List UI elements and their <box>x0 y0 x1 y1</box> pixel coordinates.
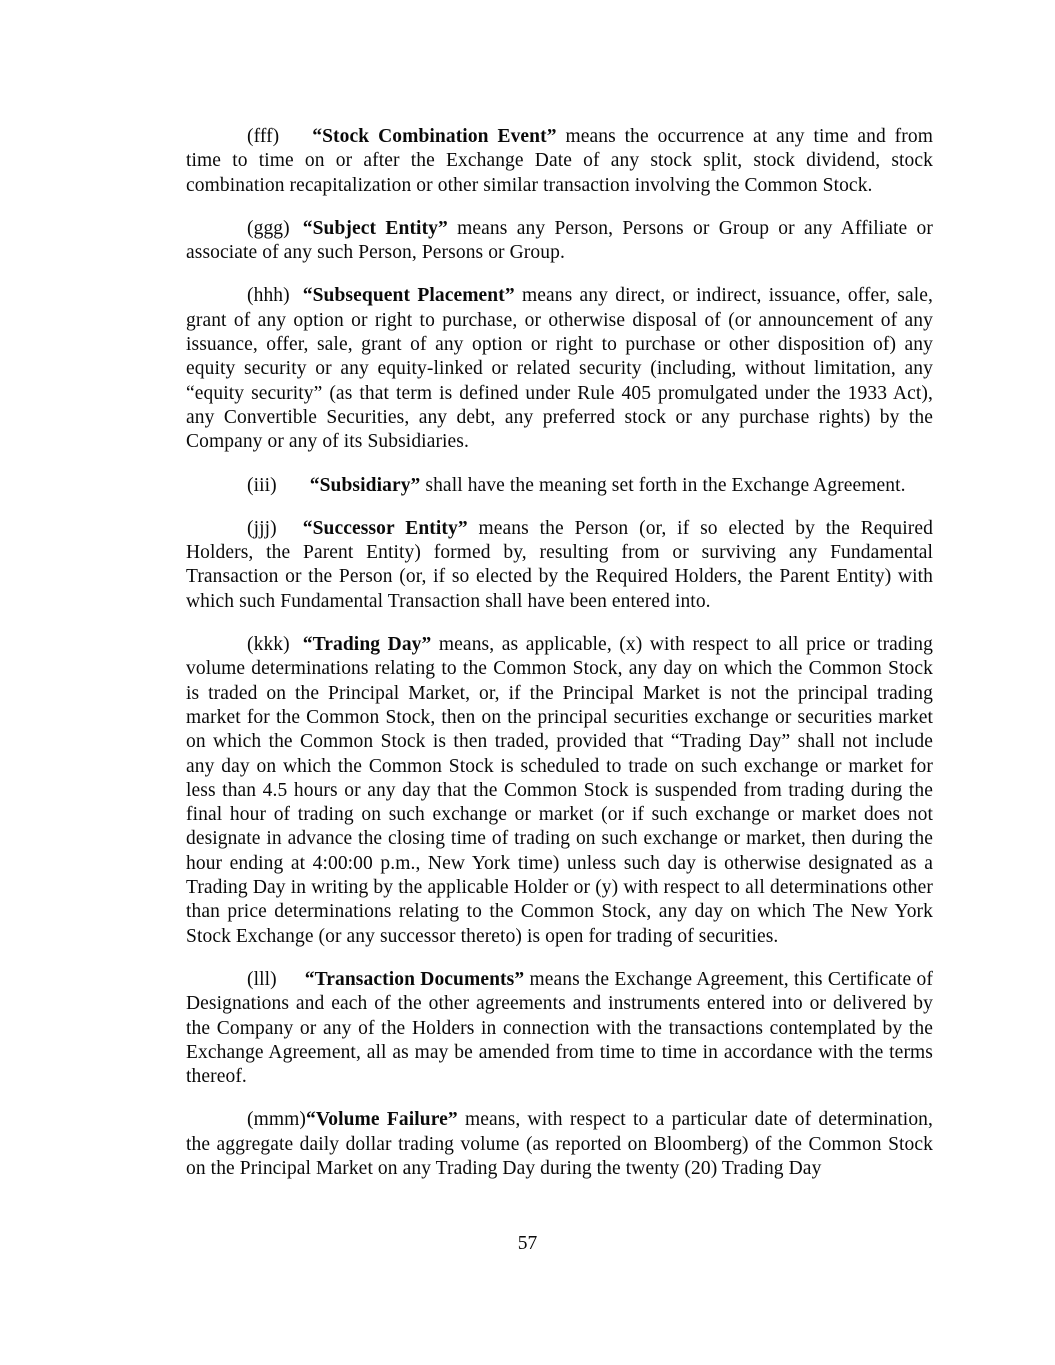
defined-term: “Successor Entity” <box>302 517 468 539</box>
label-spacer <box>277 984 305 985</box>
clause-label: (fff) <box>247 126 280 147</box>
defined-term: “Stock Combination Event” <box>312 126 557 147</box>
clause-text: means any direct, or indirect, issuance, offer, sale, grant of any option or right to purchase, or otherwise disposal of (or announcement of any issuance, offer, sale, grant of any option or right to purchase or other disposition of) any equity security or any equity-linked or related security (including, without limitation, any “equity security” (as that term is defined under Rule 405 promulgated under the 1933 Act), any Convertible Securities, any debt, any preferred stock or any purchase rights) by the Company or any of its Subsidiaries. <box>186 285 933 453</box>
paragraph-ggg <box>186 217 933 266</box>
defined-term: “Transaction Documents” <box>304 968 525 990</box>
clause-label: (lll) <box>247 968 277 990</box>
label-spacer <box>290 649 303 650</box>
clause-label: (kkk) <box>247 634 290 656</box>
label-spacer <box>277 533 303 534</box>
clause-text: means, as applicable, (x) with respect to all price or trading volume determinations relating to the Common Stock, any day on which the Common Stock is traded on the Principal Market, or, if the Principal Market is not the principal trading market for the Common Stock, then on the principal securities exchange or securities market on which the Common Stock is then traded, provided that “Trading Day” shall not include any day on which the Common Stock is scheduled to trade on such exchange or market for less than 4.5 hours or any day that the Common Stock is suspended from trading during the final hour of trading on such exchange or market (or if such exchange or market does not designate in advance the closing time of trading on such exchange or market, then during the hour ending at 4:00:00 p.m., New York time) unless such day is otherwise designated as a Trading Day in writing by the applicable Holder or (y) with respect to all determinations other than price determinations relating to the Common Stock, any day on which The New York Stock Exchange (or any successor thereto) is open for trading of securities. <box>186 634 933 947</box>
defined-term: “Volume Failure” <box>306 1109 458 1131</box>
defined-term: “Subject Entity” <box>302 217 448 239</box>
label-spacer <box>279 141 312 142</box>
paragraph-kkk <box>186 633 933 949</box>
paragraph-hhh <box>186 284 933 454</box>
label-spacer <box>290 233 303 234</box>
defined-term: “Trading Day” <box>302 634 432 656</box>
defined-term: “Subsequent Placement” <box>302 285 515 307</box>
label-spacer <box>277 490 310 491</box>
clause-text: shall have the meaning set forth in the Exchange Agreement. <box>420 474 906 496</box>
clause-text: means the Person (or, if so elected by the Required Holders, the Parent Entity) formed by, resulting from or surviving any Fundamental Transaction or the Person (or, if so elected by the Required Holders, the Parent Entity) with which such Fundamental Transaction shall have been entered into. <box>186 517 933 612</box>
defined-term: “Subsidiary” <box>309 474 421 496</box>
document-body <box>186 125 933 1200</box>
clause-label: (iii) <box>247 474 277 496</box>
clause-label: (jjj) <box>247 517 277 539</box>
clause-text: means any Person, Persons or Group or any Affiliate or associate of any such Person, Persons or Group. <box>186 217 933 264</box>
paragraph-iii <box>186 474 933 498</box>
clause-label: (mmm) <box>247 1109 306 1131</box>
paragraph-mmm <box>186 1108 933 1181</box>
label-spacer <box>290 300 303 301</box>
clause-text: means the Exchange Agreement, this Certificate of Designations and each of the other agreements and instruments entered into or delivered by the Company or any of the Holders in connection with the transactions contemplated by the Exchange Agreement, all as may be amended from time to time in accordance with the terms thereof. <box>186 968 933 1088</box>
clause-text: means the occurrence at any time and from time to time on or after the Exchange Date of any stock split, stock dividend, stock combination recapitalization or other similar transaction involving the Common Stock. <box>186 126 933 196</box>
clause-label: (hhh) <box>247 285 290 307</box>
page-number: 57 <box>517 1233 538 1254</box>
paragraph-fff <box>186 125 933 198</box>
paragraph-lll <box>186 968 933 1089</box>
clause-text: means, with respect to a particular date of determination, the aggregate daily dollar trading volume (as reported on Bloomberg) of the Common Stock on the Principal Market on any Trading Day during the twenty (20) Trading Day <box>186 1109 933 1179</box>
clause-label: (ggg) <box>247 217 290 239</box>
paragraph-jjj <box>186 517 933 614</box>
